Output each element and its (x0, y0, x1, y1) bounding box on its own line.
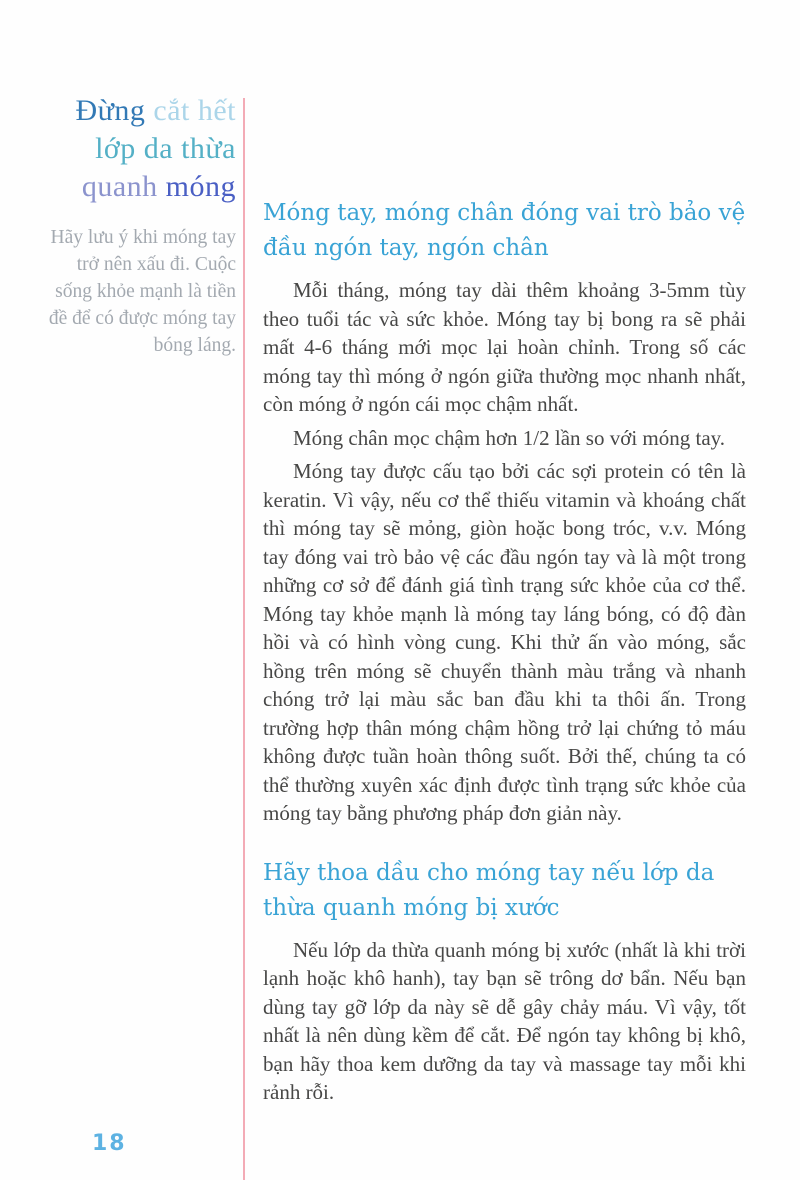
sidebar-note: Hãy lưu ý khi móng tay trở nên xấu đi. Cuộc sống khỏe mạnh là tiền đề để có được móng tay bóng láng. (48, 227, 236, 356)
sidebar (36, 92, 236, 359)
main-text-column (263, 196, 746, 1112)
body-paragraph: Nếu lớp da thừa quanh móng bị xước (nhất là khi trời lạnh hoặc khô hanh), tay bạn sẽ trông dơ bẩn. Nếu bạn dùng tay gỡ lớp da này sẽ dễ gây chảy máu. Vì vậy, tốt nhất là nên dùng kềm để cắt. Để ngón tay không bị khô, bạn hãy thoa kem dưỡng da tay và massage tay mỗi khi rảnh rỗi. (263, 937, 746, 1104)
section-nail-role (263, 196, 746, 828)
section-heading: Móng tay, móng chân đóng vai trò bảo vệ đầu ngón tay, ngón chân (263, 200, 746, 261)
body-paragraph: Mỗi tháng, móng tay dài thêm khoảng 3-5mm tùy theo tuổi tác và sức khỏe. Móng tay bị bong ra sẽ phải mất 4-6 tháng mới mọc lại hoàn chỉnh. Trong số các móng tay thì móng ở ngón giữa thường mọc nhanh nhất, còn móng ở ngón cái mọc chậm nhất. (263, 278, 746, 416)
sidebar-title-segment: móng (165, 170, 236, 203)
sidebar-title (36, 92, 236, 206)
body-paragraph: Móng tay được cấu tạo bởi các sợi protein có tên là keratin. Vì vậy, nếu cơ thể thiếu vitamin và khoáng chất thì móng tay sẽ mỏng, giòn hoặc bong tróc, v.v. Móng tay đóng vai trò bảo vệ các đầu ngón tay và là một trong những cơ sở để đánh giá tình trạng sức khỏe của cơ thể. Móng tay khỏe mạnh là móng tay láng bóng, có độ đàn hồi và có hình vòng cung. Khi thử ấn vào móng, sắc hồng trên móng sẽ chuyển thành màu trắng và nhanh chóng trở lại màu sắc ban đầu khi ta thôi ấn. Trong trường hợp thân móng chậm hồng trở lại chứng tỏ máu không được tuần hoàn thông suốt. Bởi thế, chúng ta có thể thường xuyên xác định được tình trạng sức khỏe của móng tay bằng phương pháp đơn giản này. (263, 459, 746, 825)
body-paragraph: Móng chân mọc chậm hơn 1/2 lần so với móng tay. (293, 425, 726, 450)
page-number: 18 (92, 1131, 127, 1156)
section-cuticle-oil (263, 856, 746, 1107)
sidebar-title-segment: cắt hết (153, 94, 236, 127)
sidebar-title-segment: lớp da thừa (95, 132, 236, 165)
sidebar-title-segment: quanh (81, 170, 166, 203)
sidebar-divider-line (243, 98, 245, 1180)
sidebar-title-segment: Đừng (75, 94, 154, 127)
section-heading: Hãy thoa dầu cho móng tay nếu lớp da thừa quanh móng bị xước (263, 859, 715, 921)
